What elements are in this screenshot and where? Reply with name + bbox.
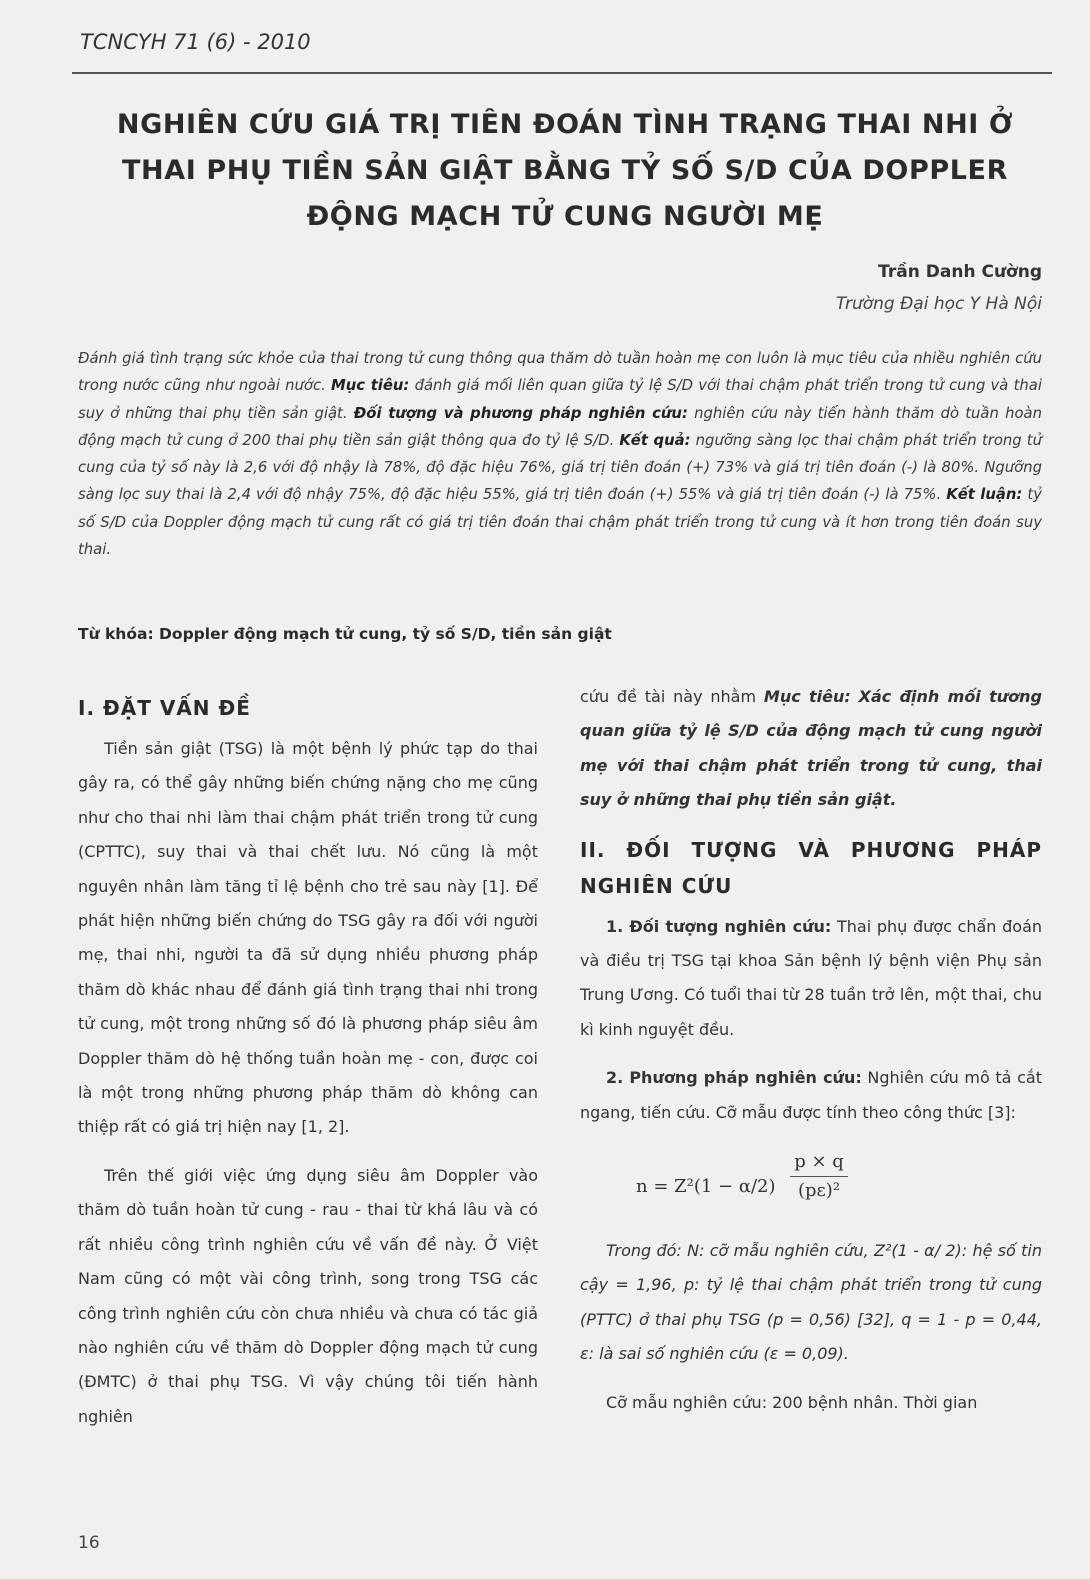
page-number: 16 <box>78 1533 100 1553</box>
abstract-intro: Đánh giá tình trạng sức khỏe của thai trong tử cung thông qua thăm dò tuần hoàn mẹ con luôn là mục tiêu của nhiều nghiên cứu trong nước cũng như ngoài nước. <box>78 350 1042 395</box>
title-line-1: NGHIÊN CỨU GIÁ TRỊ TIÊN ĐOÁN TÌNH TRẠNG THAI NHI Ở <box>116 109 1014 140</box>
section-heading-1: I. ĐẶT VẤN ĐỀ <box>78 696 251 720</box>
abstract-conclusion-label: Kết luận: <box>946 486 1023 504</box>
sample-size-formula <box>580 1144 1042 1224</box>
right-column <box>580 680 1042 1434</box>
methods-label: 2. Phương pháp nghiên cứu: <box>606 1068 862 1088</box>
journal-header: TCNCYH 71 (6) - 2010 <box>80 30 311 54</box>
intro-paragraph-2: Trên thế giới việc ứng dụng siêu âm Doppler vào thăm dò tuần hoàn tử cung - rau - thai từ khá lâu và có rất nhiều công trình nghiên cứu về vấn đề này. Ở Việt Nam cũng có một vài công trình, song trong TSG các công trình nghiên cứu còn chưa nhiều và chưa có tác giả nào nghiên cứu về thăm dò Doppler động mạch tử cung (ĐMTC) ở thai phụ TSG. Vì vậy chúng tôi tiến hành nghiên <box>78 1165 538 1426</box>
abstract-method-text: nghiên cứu này tiến hành thăm dò tuần hoàn động mạch tử cung ở 200 thai phụ tiền sản giật thông qua đo tỷ lệ S/D. <box>78 404 1042 449</box>
methods-paragraph <box>580 1061 1042 1130</box>
author-name: Trần Danh Cường <box>878 262 1042 282</box>
objective-label: Mục tiêu: <box>763 687 851 706</box>
left-column <box>78 680 538 1448</box>
formula-denominator: (pε)² <box>797 1180 841 1202</box>
abstract-method-label: Đối tượng và phương pháp nghiên cứu: <box>353 404 688 422</box>
header-rule <box>72 72 1052 74</box>
subjects-paragraph <box>580 910 1042 1048</box>
article-title <box>70 102 1060 240</box>
intro-paragraph-1: Tiền sản giật (TSG) là một bệnh lý phức tạp do thai gây ra, có thể gây những biến chứng nặng cho mẹ cũng như cho thai nhi làm thai chậm phát triển trong tử cung (CPTTC), suy thai và thai chết lưu. Nó cũng là một nguyên nhân làm tăng tỉ lệ bệnh cho trẻ sau này [1]. Để phát hiện những biến chứng do TSG gây ra đối với người mẹ, thai nhi, người ta đã sử dụng nhiều phương pháp thăm dò khác nhau để đánh giá tình trạng thai nhi trong tử cung, một trong những số đó là phương pháp siêu âm Doppler thăm dò hệ thống tuần hoàn mẹ - con, được coi là một trong những phương pháp thăm dò không can thiệp rất có giá trị hiện nay [1, 2]. <box>78 739 538 1137</box>
section-heading-2: II. ĐỐI TƯỢNG VÀ PHƯƠNG PHÁP NGHIÊN CỨU <box>580 837 1042 898</box>
abstract-result-label: Kết quả: <box>619 431 691 449</box>
objective-paragraph <box>580 680 1042 818</box>
formula-left: n = Z²(1 − α/2) <box>636 1176 776 1198</box>
author-affiliation: Trường Đại học Y Hà Nội <box>835 294 1042 314</box>
subjects-label: 1. Đối tượng nghiên cứu: <box>606 916 832 936</box>
title-line-3: ĐỘNG MẠCH TỬ CUNG NGƯỜI MẸ <box>306 201 824 232</box>
subjects-text: Thai phụ được chẩn đoán và điều trị TSG tại khoa Sản bệnh lý bệnh viện Phụ sản Trung Ương. Có tuổi thai từ 28 tuần trở lên, một thai, chu kì kinh nguyệt đều. <box>580 916 1043 1039</box>
abstract-objective-label: Mục tiêu: <box>331 377 410 395</box>
objective-lead: cứu đề tài này nhằm <box>580 687 757 706</box>
formula-fraction <box>790 1148 848 1205</box>
sample-size-paragraph: Cỡ mẫu nghiên cứu: 200 bệnh nhân. Thời gian <box>606 1392 978 1412</box>
objective-text: Xác định mối tương quan giữa tỷ lệ S/D của động mạch tử cung người mẹ với thai chậm phát triển trong tử cung, thai suy ở những thai phụ tiền sản giật. <box>580 687 1042 810</box>
abstract-objective-text: đánh giá mối liên quan giữa tỷ lệ S/D với thai chậm phát triển trong tử cung và thai suy ở những thai phụ tiền sản giật. <box>78 377 1042 422</box>
formula-numerator: p × q <box>794 1151 844 1173</box>
methods-text: Nghiên cứu mô tả cắt ngang, tiến cứu. Cỡ mẫu được tính theo công thức [3]: <box>580 1068 1042 1122</box>
title-line-2: THAI PHỤ TIỀN SẢN GIẬT BẰNG TỶ SỐ S/D CỦA DOPPLER <box>122 155 1008 186</box>
formula-explanation: Trong đó: N: cỡ mẫu nghiên cứu, Z²(1 - α/ 2): hệ số tin cậy = 1,96, p: tỷ lệ thai chậm phát triển trong tử cung (PTTC) ở thai phụ TSG (p = 0,56) [32], q = 1 - p = 0,44, ε: là sai số nghiên cứu (ε = 0,09). <box>580 1241 1042 1364</box>
abstract-result-text: ngưỡng sàng lọc thai chậm phát triển trong tử cung của tỷ số này là 2,6 với độ nhậy là 78%, độ đặc hiệu 76%, giá trị tiên đoán (+) 73% và giá trị tiên đoán (-) là 80%. Ngưỡng sàng lọc suy thai là 2,4 với độ nhậy 75%, độ đặc hiệu 55%, giá trị tiên đoán (+) 55% và giá trị tiên đoán (-) là 75%. <box>78 431 1042 504</box>
abstract-conclusion-text: tỷ số S/D của Doppler động mạch tử cung rất có giá trị tiên đoán thai chậm phát triển trong tử cung và ít hơn trong tiên đoán suy thai. <box>78 486 1042 559</box>
keywords: Từ khóa: Doppler động mạch tử cung, tỷ số S/D, tiền sản giật <box>78 625 612 643</box>
abstract <box>78 345 1042 563</box>
